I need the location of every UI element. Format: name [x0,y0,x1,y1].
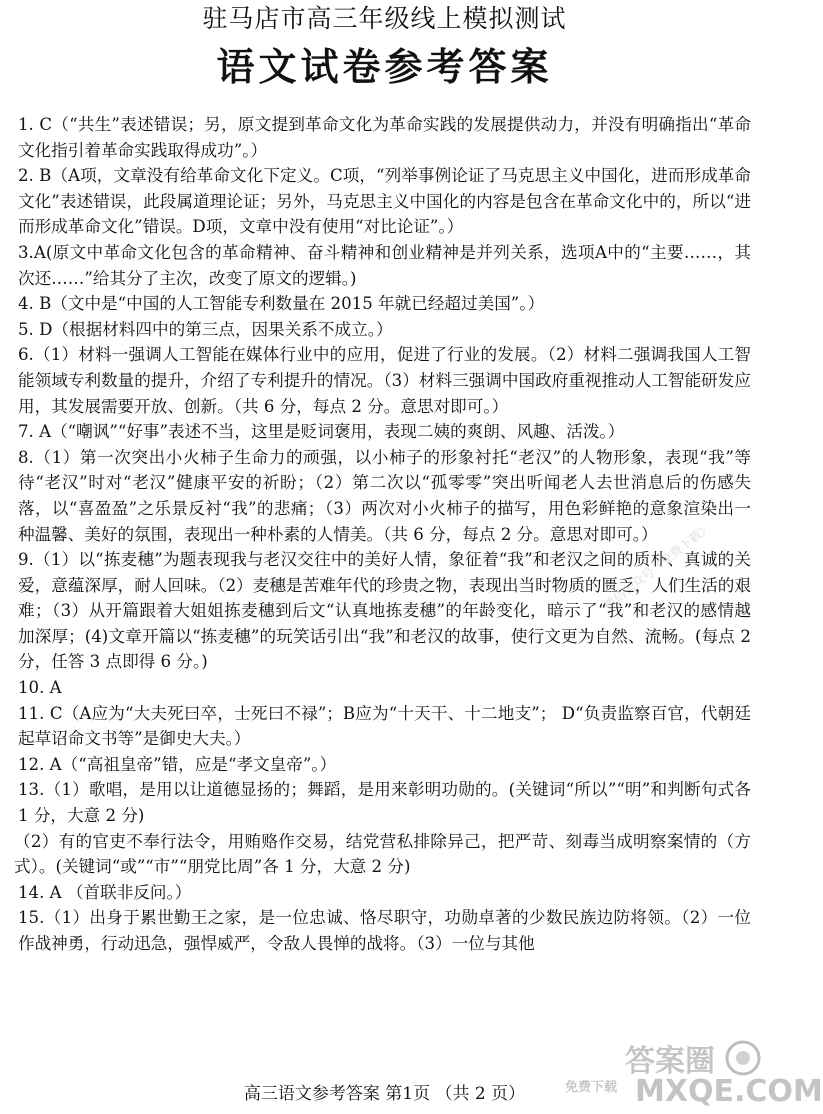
answer-item-12: 12. A（“高祖皇帝”错，应是“孝文皇帝”。） [18,754,337,774]
answer-item-14: 14. A （首联非反问。） [18,882,192,902]
watermark-brand-en: MXQE.COM [635,1074,823,1109]
watermark-small-text: 免费下载 [565,1080,618,1095]
answer-item-2: 2. B（A项，文章没有给革命文化下定义。C项，“列举事例论证了马克思主义中国化，进而形成革命文化”表述错误，此段属道理论证；另外，马克思主义中国化的内容是包含在革命文化中的，所以“进而形成革命文化”错误。D项，文章中没有使用“对比论证”。） [18,166,751,237]
answer-item-1: 1. C（“共生”表述错误；另，原文提到革命文化为革命实践的发展提供动力，并没有明确指出“革命文化指引着革命实践取得成功”。） [18,115,751,160]
exam-subtitle: 驻马店市高三年级线上模拟测试 [202,4,567,33]
answer-item-9: 9.（1）以“拣麦穗”为题表现我与老汉交往中的美好人情，象征着“我”和老汉之间的质朴、真诚的关爱，意蕴深厚，耐人回味。（2）麦穗是苦难年代的珍贵之物，表现出当时物质的匮乏，人们生活的艰难；（3）从开篇跟着大姐姐拣麦穗到后文“认真地拣麦穗”的年龄变化，暗示了“我”和老汉的感情越加深厚；(4)文章开篇以“拣麦穗”的玩笑话引出“我”和老汉的故事，使行文更为自然、流畅。(每点 2 分，任答 3 点即得 6 分。) [18,550,751,672]
answer-item-11: 11. C（A应为“大夫死曰卒，士死曰不禄”；B应为“十天干、十二地支”； D“负责监察百官，代朝廷起草诏命文书等”是御史大夫。） [18,703,751,749]
answer-item-6: 6.（1）材料一强调人工智能在媒体行业中的应用，促进了行业的发展。（2）材料二强调我国人工智能领域专利数量的提升，介绍了专利提升的情况。（3）材料三强调中国政府重视推动人工智能研发应用，其发展需要开放、创新。（共 6 分，每点 2 分。意思对即可。） [18,345,751,416]
diagonal-watermark: 微信公众号《免费下载》 [601,520,714,613]
watermark-brand-cn: 答案圈 [625,1044,715,1079]
page-footer: 高三语文参考答案 第1页 （共 2 页） [243,1084,526,1104]
answer-item-8: 8.（1）第一次突出小火柿子生命力的顽强，以小柿子的形象衬托“老汉”的人物形象，表现“我”等待“老汉”时对“老汉”健康平安的祈盼；（2）第二次以“孤零零”突出听闻老人去世消息后的伤感失落，以“喜盈盈”之乐景反衬“我”的悲痛；（3）两次对小火柿子的描写，用色彩鲜艳的意象渲染出一种温馨、美好的氛围，表现出一种朴素的人情美。（共 6 分，每点 2 分。意思对即可。） [18,447,751,544]
answer-item-3: 3.A(原文中革命文化包含的革命精神、奋斗精神和创业精神是并列关系，选项A中的“主要……，其次还……”给其分了主次，改变了原文的逻辑。) [18,242,751,288]
answer-item-13-part2: （2）有的官吏不奉行法令，用贿赂作交易，结党营私排除异己，把严苛、刻毒当成明察案情的（方式）。(关键词“或”“市”“朋党比周”各 1 分，大意 2 分) [14,831,751,877]
answer-item-4: 4. B（文中是“中国的人工智能专利数量在 2015 年就已经超过美国”。） [18,294,545,314]
answer-item-5: 5. D（根据材料四中的第三点，因果关系不成立。） [18,319,393,339]
answer-list [14,112,751,957]
document-title: 语文试卷参考答案 [216,44,553,89]
answer-item-13-part1: 13.（1）歌唱，是用以让道德显扬的；舞蹈，是用来彰明功勋的。(关键词“所以”“明”和判断句式各 1 分，大意 2 分) [18,780,751,826]
watermark-logo [565,1036,823,1110]
answer-item-15: 15.（1）出身于累世勤王之家，是一位忠诚、恪尽职守，功勋卓著的少数民族边防将领。（2）一位作战神勇，行动迅急，强悍威严，令敌人畏惮的战将。（3）一位与其他 [18,908,751,953]
answer-item-10: 10. A [18,678,62,698]
answer-item-7: 7. A（“嘲讽”“好事”表述不当，这里是贬词褒用，表现二姨的爽朗、风趣、活泼。） [18,422,625,442]
